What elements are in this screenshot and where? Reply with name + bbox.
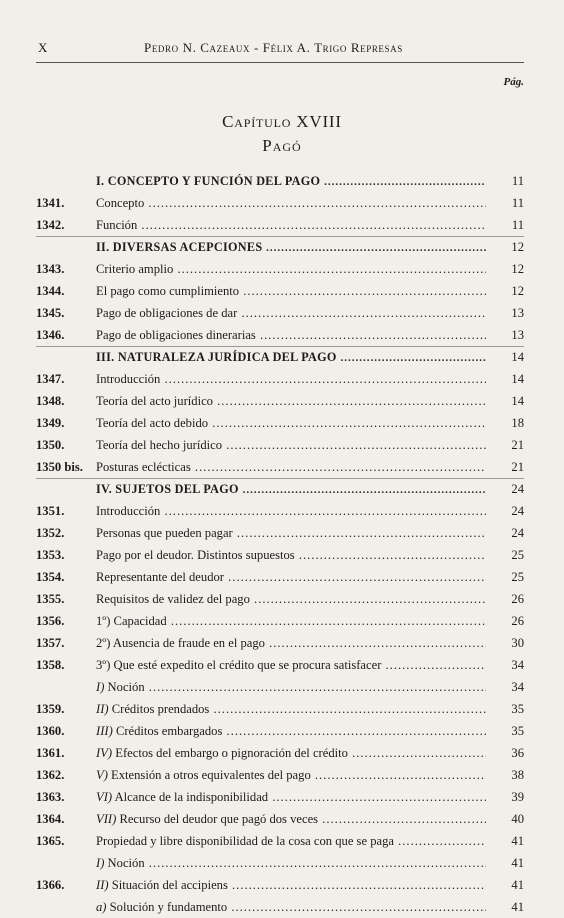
toc-section-row xyxy=(0,478,564,500)
toc-entry-text: Créditos prendados xyxy=(111,702,210,716)
toc-page-number: 35 xyxy=(511,724,524,738)
toc-entry-number: 1358. xyxy=(36,658,65,672)
chapter-title: Pagó xyxy=(262,136,302,155)
toc-entry-title xyxy=(96,236,486,259)
toc-page-number: 39 xyxy=(511,790,524,804)
toc-entry-number: 1342. xyxy=(36,218,65,232)
toc-entry-prefix: III) xyxy=(96,724,113,738)
toc-entry-title xyxy=(96,852,486,874)
toc-page-number: 21 xyxy=(511,460,524,474)
toc-entry-text: 3º) Que esté expedito el crédito que se procura satisfacer xyxy=(96,658,382,672)
toc-entry-text: Alcance de la indisponibilidad xyxy=(114,790,269,804)
toc-page-number: 24 xyxy=(511,526,524,540)
toc-page-number: 36 xyxy=(511,746,524,760)
toc-entry-number: 1356. xyxy=(36,614,65,628)
toc-section-row xyxy=(0,170,564,192)
toc-entry-text: Introducción xyxy=(96,504,161,518)
toc-entry-row xyxy=(0,654,564,676)
toc-entry-prefix: VII) xyxy=(96,812,117,826)
toc-section-row xyxy=(0,346,564,368)
toc-page-number: 14 xyxy=(511,394,524,408)
toc-entry-text: 1º) Capacidad xyxy=(96,614,167,628)
toc-entry-row xyxy=(0,500,564,522)
toc-page-number: 12 xyxy=(511,262,524,276)
toc-entry-title xyxy=(96,786,486,808)
toc-entry-row xyxy=(0,632,564,654)
toc-entry-number: 1361. xyxy=(36,746,65,760)
toc-entry-text: Créditos embargados xyxy=(115,724,223,738)
running-header xyxy=(38,40,524,58)
toc-entry-row xyxy=(0,764,564,786)
toc-page-number: 12 xyxy=(511,240,524,254)
toc-entry-number: 1359. xyxy=(36,702,65,716)
toc-page-number: 35 xyxy=(511,702,524,716)
toc-entry-number: 1347. xyxy=(36,372,65,386)
toc-entry-row xyxy=(0,698,564,720)
toc-entry-title xyxy=(96,764,486,786)
toc-entry-text: Pago de obligaciones de dar xyxy=(96,306,238,320)
toc-entry-row xyxy=(0,258,564,280)
chapter-number: Capítulo XVIII xyxy=(222,112,342,131)
toc-entry-title xyxy=(96,346,486,369)
toc-entry-text: Teoría del acto jurídico xyxy=(96,394,213,408)
toc-page-number: 38 xyxy=(511,768,524,782)
toc-entry-text: El pago como cumplimiento xyxy=(96,284,240,298)
toc-entry-title xyxy=(96,280,486,302)
toc-entry-text: 2º) Ausencia de fraude en el pago xyxy=(96,636,265,650)
toc-entry-row xyxy=(0,830,564,852)
toc-entry-title xyxy=(96,610,486,632)
page-number-roman: X xyxy=(38,40,49,55)
toc-entry-text: Concepto xyxy=(96,196,145,210)
toc-page-number: 34 xyxy=(511,680,524,694)
toc-entry-row xyxy=(0,544,564,566)
toc-entry-text: Extensión a otros equivalentes del pago xyxy=(111,768,311,782)
toc-entry-number: 1353. xyxy=(36,548,65,562)
toc-entry-row xyxy=(0,324,564,346)
toc-entry-title xyxy=(96,478,486,501)
toc-entry-title xyxy=(96,324,486,346)
toc-entry-text: III. NATURALEZA JURÍDICA DEL PAGO xyxy=(96,350,337,364)
toc-page-number: 11 xyxy=(511,218,524,232)
toc-entry-row xyxy=(0,588,564,610)
toc-entry-title xyxy=(96,368,486,390)
toc-page-number: 11 xyxy=(511,196,524,210)
toc-page-number: 41 xyxy=(511,878,524,892)
toc-entry-text: Representante del deudor xyxy=(96,570,224,584)
toc-entry-row xyxy=(0,676,564,698)
toc-entry-title xyxy=(96,456,486,478)
table-of-contents xyxy=(0,170,564,918)
page-column-label: Pág. xyxy=(503,76,524,88)
toc-entry-prefix: a) xyxy=(96,900,107,914)
toc-entry-row xyxy=(0,786,564,808)
toc-entry-text: Noción xyxy=(107,856,145,870)
toc-entry-text: Efectos del embargo o pignoración del crédito xyxy=(115,746,348,760)
toc-entry-title xyxy=(96,654,486,676)
toc-entry-text: Propiedad y libre disponibilidad de la cosa con que se paga xyxy=(96,834,394,848)
toc-entry-number: 1345. xyxy=(36,306,65,320)
toc-entry-text: Criterio amplio xyxy=(96,262,174,276)
toc-page-number: 30 xyxy=(511,636,524,650)
toc-page-number: 13 xyxy=(511,306,524,320)
toc-entry-number: 1349. xyxy=(36,416,65,430)
toc-page-number: 25 xyxy=(511,548,524,562)
toc-page-number: 24 xyxy=(511,504,524,518)
toc-entry-text: Recurso del deudor que pagó dos veces xyxy=(119,812,319,826)
toc-page-number: 41 xyxy=(511,834,524,848)
toc-entry-row xyxy=(0,192,564,214)
toc-entry-title xyxy=(96,434,486,456)
toc-entry-prefix: I) xyxy=(96,680,105,694)
toc-entry-title xyxy=(96,874,486,896)
toc-entry-prefix: II) xyxy=(96,878,109,892)
toc-page-number: 12 xyxy=(511,284,524,298)
toc-entry-number: 1365. xyxy=(36,834,65,848)
toc-entry-number: 1343. xyxy=(36,262,65,276)
toc-entry-text: Situación del accipiens xyxy=(111,878,228,892)
toc-entry-text: Teoría del acto debido xyxy=(96,416,209,430)
toc-page-number: 26 xyxy=(511,592,524,606)
toc-entry-title xyxy=(96,632,486,654)
toc-entry-title xyxy=(96,808,486,830)
toc-section-row xyxy=(0,236,564,258)
toc-entry-text: Personas que pueden pagar xyxy=(96,526,233,540)
toc-entry-text: I. CONCEPTO Y FUNCIÓN DEL PAGO xyxy=(96,174,321,188)
toc-entry-title xyxy=(96,500,486,522)
toc-entry-prefix: VI) xyxy=(96,790,113,804)
toc-entry-title xyxy=(96,566,486,588)
toc-entry-title xyxy=(96,170,486,193)
toc-entry-text: IV. SUJETOS DEL PAGO xyxy=(96,482,239,496)
toc-entry-row xyxy=(0,302,564,324)
toc-entry-title xyxy=(96,302,486,324)
toc-entry-text: Introducción xyxy=(96,372,161,386)
toc-entry-row xyxy=(0,852,564,874)
toc-entry-row xyxy=(0,522,564,544)
toc-entry-row xyxy=(0,368,564,390)
toc-page-number: 24 xyxy=(511,482,524,496)
toc-page-number: 26 xyxy=(511,614,524,628)
toc-entry-title xyxy=(96,390,486,412)
toc-entry-title xyxy=(96,676,486,698)
toc-entry-number: 1364. xyxy=(36,812,65,826)
toc-page-number: 41 xyxy=(511,900,524,914)
toc-entry-title xyxy=(96,214,486,236)
toc-entry-text: Pago por el deudor. Distintos supuestos xyxy=(96,548,295,562)
toc-entry-number: 1354. xyxy=(36,570,65,584)
toc-entry-title xyxy=(96,192,486,214)
toc-entry-number: 1363. xyxy=(36,790,65,804)
toc-entry-number: 1357. xyxy=(36,636,65,650)
toc-entry-prefix: V) xyxy=(96,768,108,782)
toc-entry-title xyxy=(96,720,486,742)
toc-entry-row xyxy=(0,566,564,588)
toc-entry-text: Noción xyxy=(107,680,145,694)
toc-entry-number: 1352. xyxy=(36,526,65,540)
toc-entry-row xyxy=(0,456,564,478)
toc-entry-text: Requisitos de validez del pago xyxy=(96,592,250,606)
toc-entry-text: Pago de obligaciones dinerarias xyxy=(96,328,256,342)
toc-entry-title xyxy=(96,896,486,918)
toc-entry-row xyxy=(0,874,564,896)
toc-entry-text: Posturas eclécticas xyxy=(96,460,191,474)
toc-entry-title xyxy=(96,742,486,764)
toc-entry-row xyxy=(0,742,564,764)
toc-page-number: 14 xyxy=(511,372,524,386)
toc-entry-row xyxy=(0,214,564,236)
toc-entry-number: 1362. xyxy=(36,768,65,782)
toc-entry-number: 1346. xyxy=(36,328,65,342)
toc-entry-number: 1341. xyxy=(36,196,65,210)
toc-entry-text: Función xyxy=(96,218,138,232)
toc-entry-number: 1348. xyxy=(36,394,65,408)
toc-entry-title xyxy=(96,522,486,544)
toc-entry-row xyxy=(0,808,564,830)
toc-page-number: 40 xyxy=(511,812,524,826)
toc-entry-number: 1366. xyxy=(36,878,65,892)
toc-page-number: 13 xyxy=(511,328,524,342)
toc-entry-title xyxy=(96,412,486,434)
toc-page-number: 11 xyxy=(511,174,524,188)
toc-entry-text: Teoría del hecho jurídico xyxy=(96,438,223,452)
running-header-authors: Pedro N. Cazeaux - Félix A. Trigo Represas xyxy=(144,40,403,55)
toc-entry-prefix: I) xyxy=(96,856,105,870)
toc-page-number: 14 xyxy=(511,350,524,364)
toc-page-number: 18 xyxy=(511,416,524,430)
toc-entry-row xyxy=(0,896,564,918)
toc-page-number: 25 xyxy=(511,570,524,584)
toc-entry-row xyxy=(0,280,564,302)
toc-entry-title xyxy=(96,258,486,280)
toc-entry-row xyxy=(0,390,564,412)
toc-entry-number: 1350 bis. xyxy=(36,460,83,474)
toc-page-number: 34 xyxy=(511,658,524,672)
toc-entry-row xyxy=(0,434,564,456)
toc-page-number: 21 xyxy=(511,438,524,452)
toc-entry-text: Solución y fundamento xyxy=(109,900,228,914)
toc-entry-text: II. DIVERSAS ACEPCIONES xyxy=(96,240,263,254)
toc-entry-title xyxy=(96,830,486,852)
toc-entry-prefix: II) xyxy=(96,702,109,716)
toc-entry-title xyxy=(96,698,486,720)
toc-entry-number: 1360. xyxy=(36,724,65,738)
toc-entry-row xyxy=(0,412,564,434)
toc-entry-prefix: IV) xyxy=(96,746,113,760)
toc-entry-title xyxy=(96,544,486,566)
toc-entry-title xyxy=(96,588,486,610)
toc-entry-number: 1350. xyxy=(36,438,65,452)
toc-page-number: 41 xyxy=(511,856,524,870)
header-rule xyxy=(36,62,524,63)
toc-entry-row xyxy=(0,720,564,742)
toc-entry-number: 1351. xyxy=(36,504,65,518)
toc-entry-number: 1344. xyxy=(36,284,65,298)
toc-entry-row xyxy=(0,610,564,632)
toc-entry-number: 1355. xyxy=(36,592,65,606)
